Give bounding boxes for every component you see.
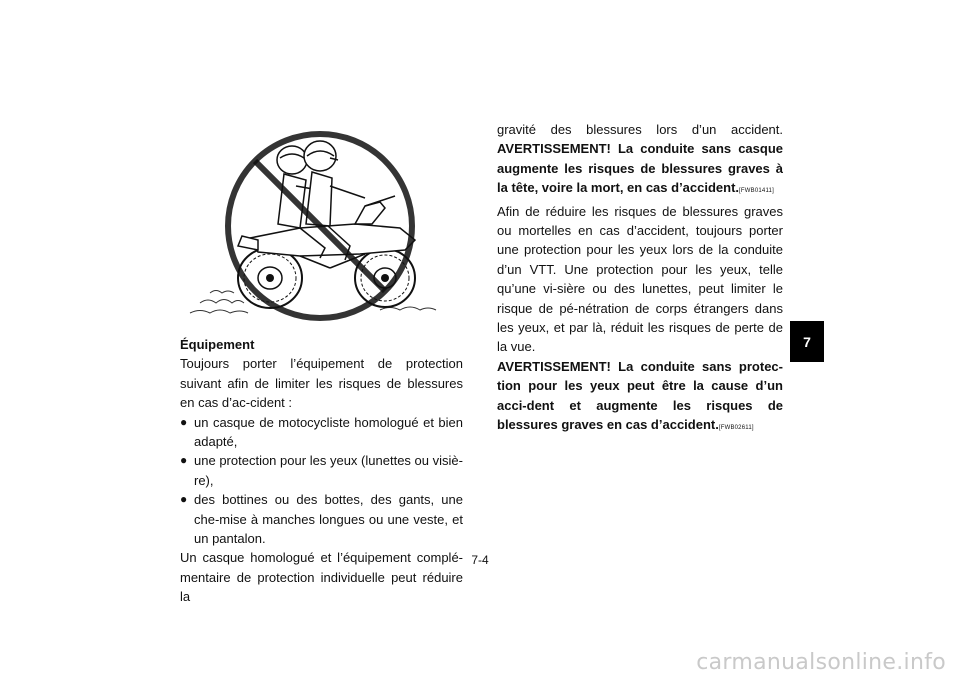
section-heading: Équipement — [180, 337, 255, 352]
continued-paragraph — [497, 120, 783, 202]
warning-eye-protection: AVERTISSEMENT! La conduite sans protec-tion pour les yeux peut être la cause d’un acci-dent et augmente les risques de blessures graves en cas d’accident. — [497, 358, 783, 433]
continued-text: gravité des blessures lors d’un accident. — [497, 122, 783, 137]
intro-paragraph: Toujours porter l’équipement de protection suivant afin de limiter les risques de blessures en cas d’ac-cident : — [180, 356, 463, 411]
eye-protection-paragraph: Afin de réduire les risques de blessures graves ou mortelles en cas d’accident, toujours porter une protection pour les yeux lors de la conduite d’un VTT. Une protection pour les yeux, telle qu’une vi-sière ou des lunettes, peut limiter le risque de pé-nétration de corps étrangers dans les yeux, et par là, réduit les risques de perte de la vue. — [497, 203, 783, 355]
list-item-text: une protection pour les yeux (lunettes ou visiè-re), — [194, 453, 463, 488]
list-item — [180, 451, 463, 490]
right-column — [497, 120, 783, 439]
list-item — [180, 490, 463, 548]
watermark: carmanualsonline.info — [696, 650, 946, 675]
bullet-icon: ● — [180, 453, 188, 468]
equipment-list — [180, 413, 463, 549]
list-item-text: un casque de motocycliste homologué et bien adapté, — [194, 414, 463, 450]
prohibited-atv-passenger-illustration — [180, 128, 460, 328]
page-number: 7-4 — [471, 553, 489, 567]
left-column — [180, 335, 463, 607]
bullet-icon: ● — [180, 492, 188, 507]
chapter-tab: 7 — [790, 321, 824, 362]
list-item — [180, 413, 463, 452]
warning-code: [FWB01411] — [739, 188, 774, 195]
warning-code: [FWB02611] — [718, 425, 754, 432]
list-item-text: des bottines ou des bottes, des gants, une che-mise à manches longues ou une veste, et un pantalon. — [194, 492, 463, 547]
warning-helmet: AVERTISSEMENT! La conduite sans casque augmente les risques de blessures graves à la tête, voire la mort, en cas d’accident. — [497, 141, 783, 196]
bullet-icon: ● — [180, 414, 188, 429]
warning-eye-paragraph — [497, 357, 783, 439]
closing-paragraph: Un casque homologué et l’équipement complé-mentaire de protection individuelle peut réduire la — [180, 550, 463, 605]
